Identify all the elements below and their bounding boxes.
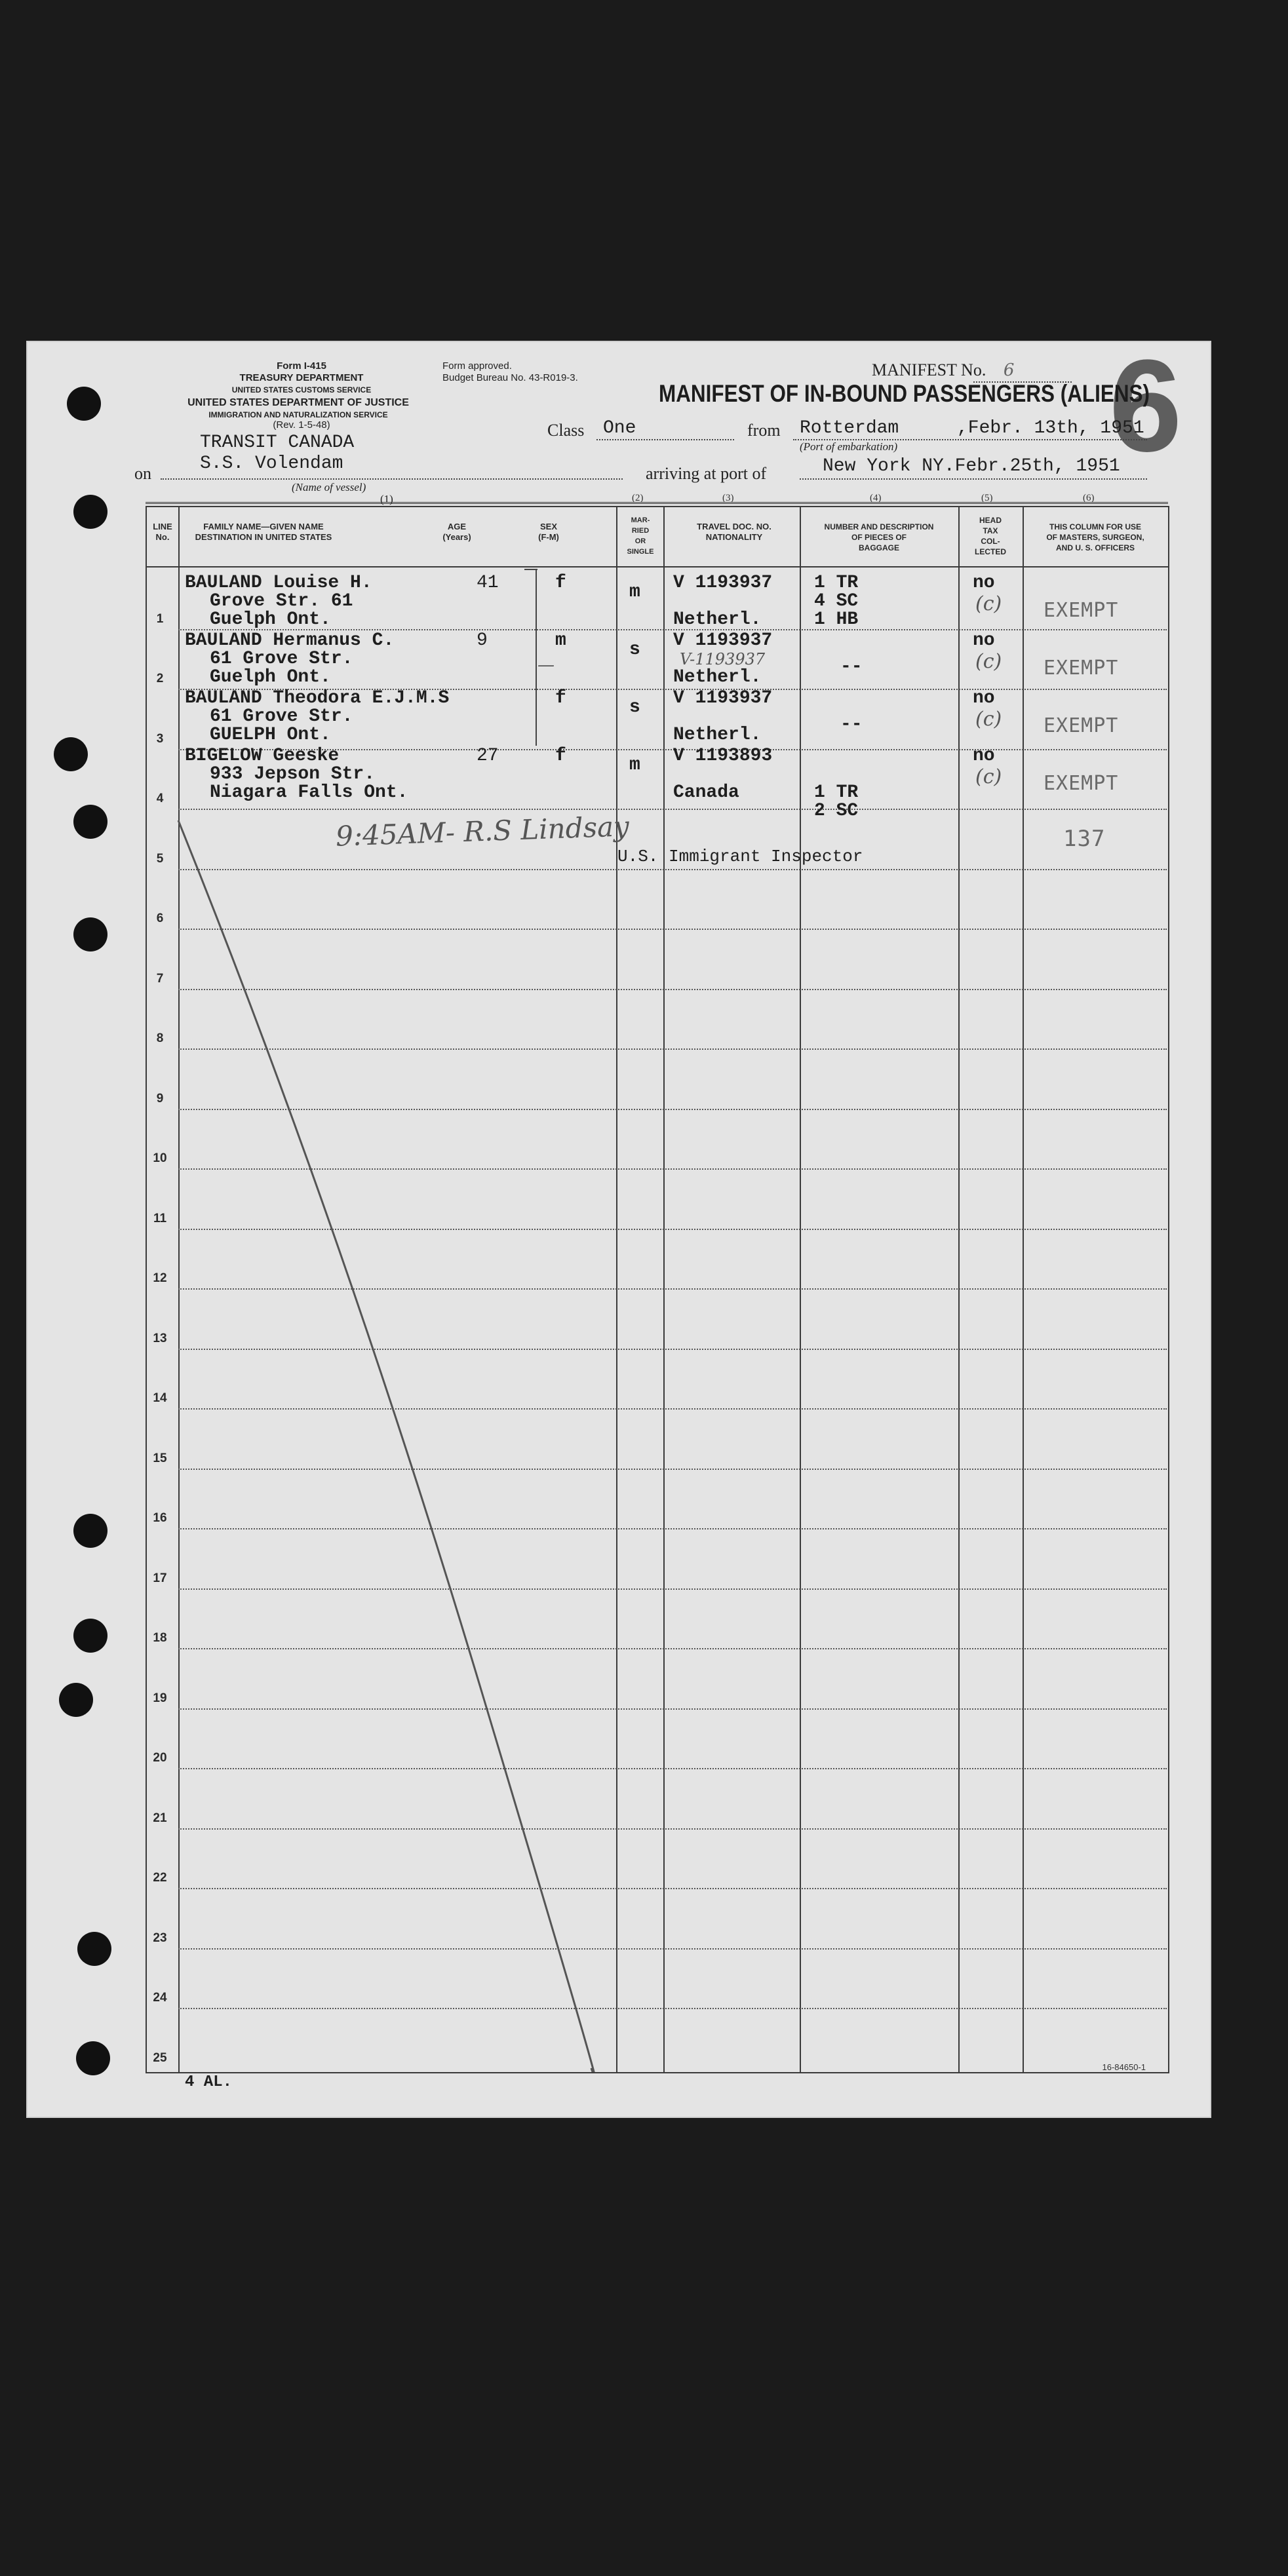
line-number: 16 [153,1511,167,1525]
form-number: Form I-415 [277,360,326,372]
column-caption-1: (1) [380,493,393,505]
on-label: on [134,464,151,483]
punch-hole [73,1514,107,1548]
head-tax-mark: (c) [975,592,1002,615]
line-number: 10 [153,1151,167,1165]
line-number: 3 [156,731,164,746]
handwritten-doc-number: V-1193937 [680,650,766,668]
class-label: Class [547,421,585,440]
punch-hole [73,805,107,839]
col-header-age: AGE (Years) [442,522,471,542]
treasury-dept: TREASURY DEPARTMENT [239,372,364,383]
passenger-doc-number: V 1193937 [673,573,773,593]
passenger-baggage: 4 SC [814,591,859,611]
punch-hole [77,1932,111,1966]
passenger-address-line2: Niagara Falls Ont. [210,782,408,803]
line-number: 25 [153,2050,167,2065]
handwritten-sex-mark: — [537,655,555,675]
passenger-baggage: -- [840,657,863,677]
line-number: 5 [156,851,164,866]
col-num-5: (5) [981,493,993,503]
head-tax-mark: (c) [975,765,1002,788]
line-number: 15 [153,1451,167,1465]
passenger-baggage: -- [840,714,863,735]
col-num-2: (2) [632,493,644,503]
line-number: 22 [153,1871,167,1885]
col-header-married: MAR- RIED OR SINGLE [627,516,654,556]
port-embark-caption: (Port of embarkation) [800,440,898,453]
passenger-marital: s [629,697,640,718]
passenger-baggage: 1 TR [814,573,859,593]
line-number: 2 [156,672,164,685]
passenger-marital: m [629,582,640,602]
passenger-nationality: Netherl. [673,609,762,630]
punch-hole [54,737,88,771]
line-number: 19 [153,1691,167,1705]
header-rule [146,502,1168,504]
exempt-stamp: EXEMPT [1044,657,1119,680]
head-tax: no [973,573,995,593]
punch-hole [59,1683,93,1717]
from-label: from [747,421,781,440]
customs-service: UNITED STATES CUSTOMS SERVICE [231,385,372,394]
line-number: 18 [153,1631,167,1645]
line-number: 9 [156,1091,164,1105]
revision: (Rev. 1-5-48) [273,419,330,431]
class-value: One [603,418,636,438]
passenger-table [146,493,1168,2091]
exempt-stamp: EXEMPT [1044,599,1119,622]
vessel-caption: (Name of vessel) [292,481,366,493]
class-underline [596,439,734,440]
manifest-number [872,360,1014,380]
justice-dept: UNITED STATES DEPARTMENT OF JUSTICE [187,397,409,408]
cancel-line [146,506,1168,2072]
line-number: 12 [153,1271,167,1285]
ins-service: IMMIGRATION AND NATURALIZATION SERVICE [208,410,388,419]
passenger-name: BAULAND Hermanus C. [185,630,395,651]
budget-bureau: Budget Bureau No. 43-R019-3. [442,372,578,383]
vessel-name: S.S. Volendam [200,453,343,474]
col-header-sex: SEX (F-M) [538,522,559,542]
line-number: 7 [156,971,164,986]
punch-hole [67,387,101,421]
total-aliens: 4 AL. [185,2073,233,2091]
col-header-doc: TRAVEL DOC. NO. NATIONALITY [697,522,771,542]
punch-hole [73,917,107,952]
form-footer-code: 16-84650-1 [1102,2062,1146,2072]
line-number: 23 [153,1931,167,1945]
head-tax-mark: (c) [975,650,1002,673]
col-header-tax: HEAD TAX COL- LECTED [975,516,1006,556]
passenger-age: 9 [477,630,488,651]
passenger-baggage: 1 TR [814,782,859,803]
passenger-address-line1: 61 Grove Str. [210,706,353,727]
from-value: Rotterdam [800,418,899,438]
passenger-marital: m [629,755,640,775]
arrival-value: New York NY.Febr.25th, 1951 [823,456,1120,476]
head-tax: no [973,746,995,766]
line-number: 1 [156,611,164,626]
transit-label: TRANSIT CANADA [200,433,355,453]
arrival-underline [800,478,1147,480]
inspector-label: U.S. Immigrant Inspector [617,847,863,866]
page-title: MANIFEST OF IN-BOUND PASSENGERS (ALIENS) [659,380,1150,407]
line-number: 20 [153,1751,167,1765]
passenger-baggage: 2 SC [814,801,859,821]
line-number: 4 [156,792,164,805]
passenger-address-line1: Grove Str. 61 [210,591,353,611]
passenger-marital: s [629,640,640,660]
manifest-value: 6 [1003,360,1015,380]
line-number: 13 [153,1331,167,1345]
line-number: 8 [156,1031,164,1045]
passenger-nationality: Canada [673,782,739,803]
passenger-name: BIGELOW Geeske [185,746,340,766]
exempt-stamp: EXEMPT [1044,714,1119,737]
head-tax-mark: (c) [975,708,1002,731]
line-number: 24 [153,1991,167,2005]
punch-hole [76,2041,110,2075]
passenger-doc-number: V 1193893 [673,746,773,766]
col-header-line: LINE No. [153,522,172,542]
big-manifest-number: 6 [1109,333,1182,479]
col-header-baggage: NUMBER AND DESCRIPTION OF PIECES OF BAGGAGE [824,522,934,552]
col-num-3: (3) [722,493,734,503]
passenger-nationality: Netherl. [673,667,762,687]
passenger-address-line2: Guelph Ont. [210,667,331,687]
passenger-name: BAULAND Theodora E.J.M.S [185,688,450,708]
passenger-doc-number: V 1193937 [673,630,773,651]
line-number: 6 [156,912,164,925]
col-num-4: (4) [870,493,882,503]
passenger-age: 41 [477,573,499,593]
col-header-name: FAMILY NAME—GIVEN NAME DESTINATION IN UNITED STATES [195,522,332,542]
head-tax: no [973,688,995,708]
line-number: 14 [153,1391,167,1405]
passenger-age: 27 [477,746,499,766]
col-num-6: (6) [1083,493,1095,503]
passenger-sex: f [555,746,566,766]
exempt-stamp: EXEMPT [1044,772,1119,795]
passenger-sex: m [555,630,566,651]
passenger-sex: f [555,573,566,593]
form-approved: Form approved. [442,360,512,372]
head-tax: no [973,630,995,651]
punch-hole [73,1619,107,1653]
passenger-sex: f [555,688,566,708]
line-number: 17 [153,1571,167,1585]
passenger-name: BAULAND Louise H. [185,573,372,593]
line-number: 21 [153,1811,167,1825]
passenger-address-line2: GUELPH Ont. [210,725,331,745]
embark-date: ,Febr. 13th, 1951 [957,418,1144,438]
vessel-underline [161,478,623,480]
passenger-address-line1: 61 Grove Str. [210,649,353,669]
passenger-doc-number: V 1193937 [673,688,773,708]
stamp-number: 137 [1063,826,1106,852]
passenger-baggage: 1 HB [814,609,859,630]
manifest-label: MANIFEST No. [872,360,986,379]
arriving-label: arriving at port of [646,464,767,483]
passenger-nationality: Netherl. [673,725,762,745]
passenger-address-line2: Guelph Ont. [210,609,331,630]
line-number: 11 [153,1211,167,1225]
passenger-address-line1: 933 Jepson Str. [210,764,376,784]
manifest-sheet [26,333,1211,2118]
punch-hole [73,495,107,529]
arrival-time-signature: 9:45AM- R.S Lindsay [335,810,630,853]
col-header-officers: THIS COLUMN FOR USE OF MASTERS, SURGEON, AND U. S. OFFICERS [1046,522,1144,552]
